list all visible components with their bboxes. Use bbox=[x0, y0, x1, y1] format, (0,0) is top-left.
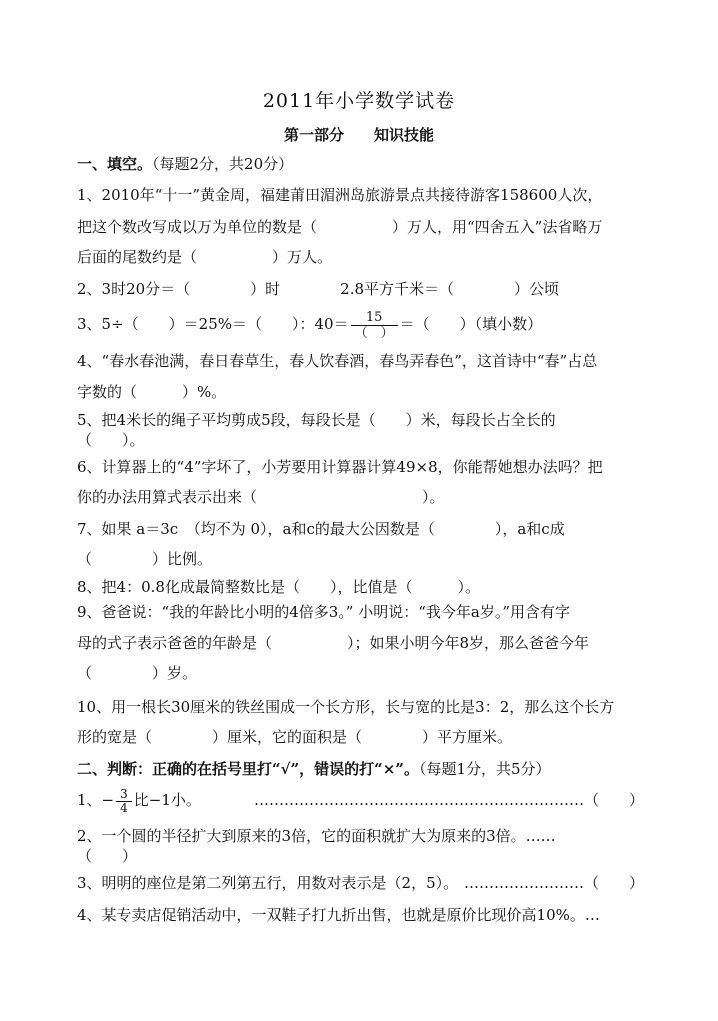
j2-line-1: 2、一个圆的半径扩大到原来的3倍，它的面积就扩大为原来的3倍。…… bbox=[77, 827, 556, 845]
q1-line-2: 把这个数改写成以万为单位的数是（ ）万人，用“四舍五入”法省略万 bbox=[77, 218, 603, 236]
q7-line-1: 7、如果 a＝3c （均不为 0），a和c的最大公因数是（ ），a和c成 bbox=[77, 520, 565, 538]
q5-line-2: （ ）。 bbox=[77, 431, 145, 449]
j1-text-b: 比−1小。 bbox=[133, 791, 201, 809]
page-title: 2011年小学数学试卷 bbox=[262, 90, 456, 112]
q7-line-2: （ ）比例。 bbox=[77, 550, 213, 568]
j2-line-2: （ ） bbox=[77, 847, 138, 865]
q4-line-1: 4、“春水春池满，春日春草生，春人饮春酒，春鸟弄春色”，这首诗中“春”占总 bbox=[77, 352, 598, 370]
q4-line-2: 字数的（ ）%。 bbox=[77, 383, 227, 401]
section-1-heading bbox=[77, 154, 293, 174]
q1-line-1: 1、2010年“十一”黄金周，福建莆田湄洲岛旅游景点共接待游客158600人次， bbox=[77, 186, 603, 204]
q3-fraction-denominator: （ ） bbox=[354, 325, 394, 341]
j1-fraction bbox=[116, 788, 132, 815]
section-2-heading bbox=[77, 759, 551, 779]
j3-dots: ……………………（ ） bbox=[463, 874, 644, 892]
j4-line: 4、某专卖店促销活动中，一双鞋子打九折出售，也就是原价比现价高10%。… bbox=[77, 906, 600, 924]
q1-line-3: 后面的尾数约是（ ）万人。 bbox=[77, 248, 333, 266]
section-1-title: 一、填空。 bbox=[77, 155, 153, 173]
q10-line-2: 形的宽是（ ）厘米，它的面积是（ ）平方厘米。 bbox=[77, 728, 513, 746]
q3-line bbox=[77, 306, 542, 342]
section-2-score: （每题1分，共5分） bbox=[418, 760, 551, 778]
q6-line-2: 你的办法用算式表示出来（ ）。 bbox=[77, 488, 445, 506]
q9-line-3: （ ）岁。 bbox=[77, 664, 198, 682]
section-1-score: （每题2分，共20分） bbox=[152, 155, 294, 173]
j1-text-a: 1、− bbox=[77, 791, 115, 809]
j1-line bbox=[77, 782, 201, 818]
q6-line-1: 6、计算器上的“4”字坏了，小芳要用计算器计算49×8，你能帮她想办法吗？把 bbox=[77, 458, 603, 476]
q9-line-2: 母的式子表示爸爸的年龄是（ ）；如果小明今年8岁，那么爸爸今年 bbox=[77, 634, 590, 652]
q3-fraction-numerator: 15 bbox=[351, 310, 398, 326]
q9-line-1: 9、爸爸说：“我的年龄比小明的4倍多3。” 小明说：“我今年a岁。”用含有字 bbox=[77, 603, 571, 621]
j1-fraction-numerator: 3 bbox=[116, 788, 132, 802]
q3-text-a: 3、5÷（ ）＝25%＝（ ）：40＝ bbox=[77, 315, 349, 333]
q10-line-1: 10、用一根长30厘米的铁丝围成一个长方形，长与宽的比是3：2，那么这个长方 bbox=[77, 698, 615, 716]
q3-fraction bbox=[351, 310, 398, 341]
j1-fraction-denominator: 4 bbox=[120, 800, 128, 815]
part-subtitle: 第一部分 知识技能 bbox=[283, 126, 434, 144]
j3-line: 3、明明的座位是第二列第五行，用数对表示是（2，5）。 bbox=[77, 874, 459, 892]
q5-line-1: 5、把4米长的绳子平均剪成5段，每段长是（ ）米，每段长占全长的 bbox=[77, 411, 556, 429]
section-2-title: 二、判断：正确的在括号里打“√”，错误的打“×”。 bbox=[77, 760, 419, 778]
q8-line: 8、把4：0.8化成最简整数比是（ ），比值是（ ）。 bbox=[77, 578, 480, 596]
j1-dots: …………………………………………………………（ ） bbox=[253, 791, 644, 809]
q3-text-b: ＝（ ）（填小数） bbox=[399, 315, 543, 333]
q2-line: 2、3时20分＝（ ）时 2.8平方千米＝（ ）公顷 bbox=[77, 280, 560, 298]
